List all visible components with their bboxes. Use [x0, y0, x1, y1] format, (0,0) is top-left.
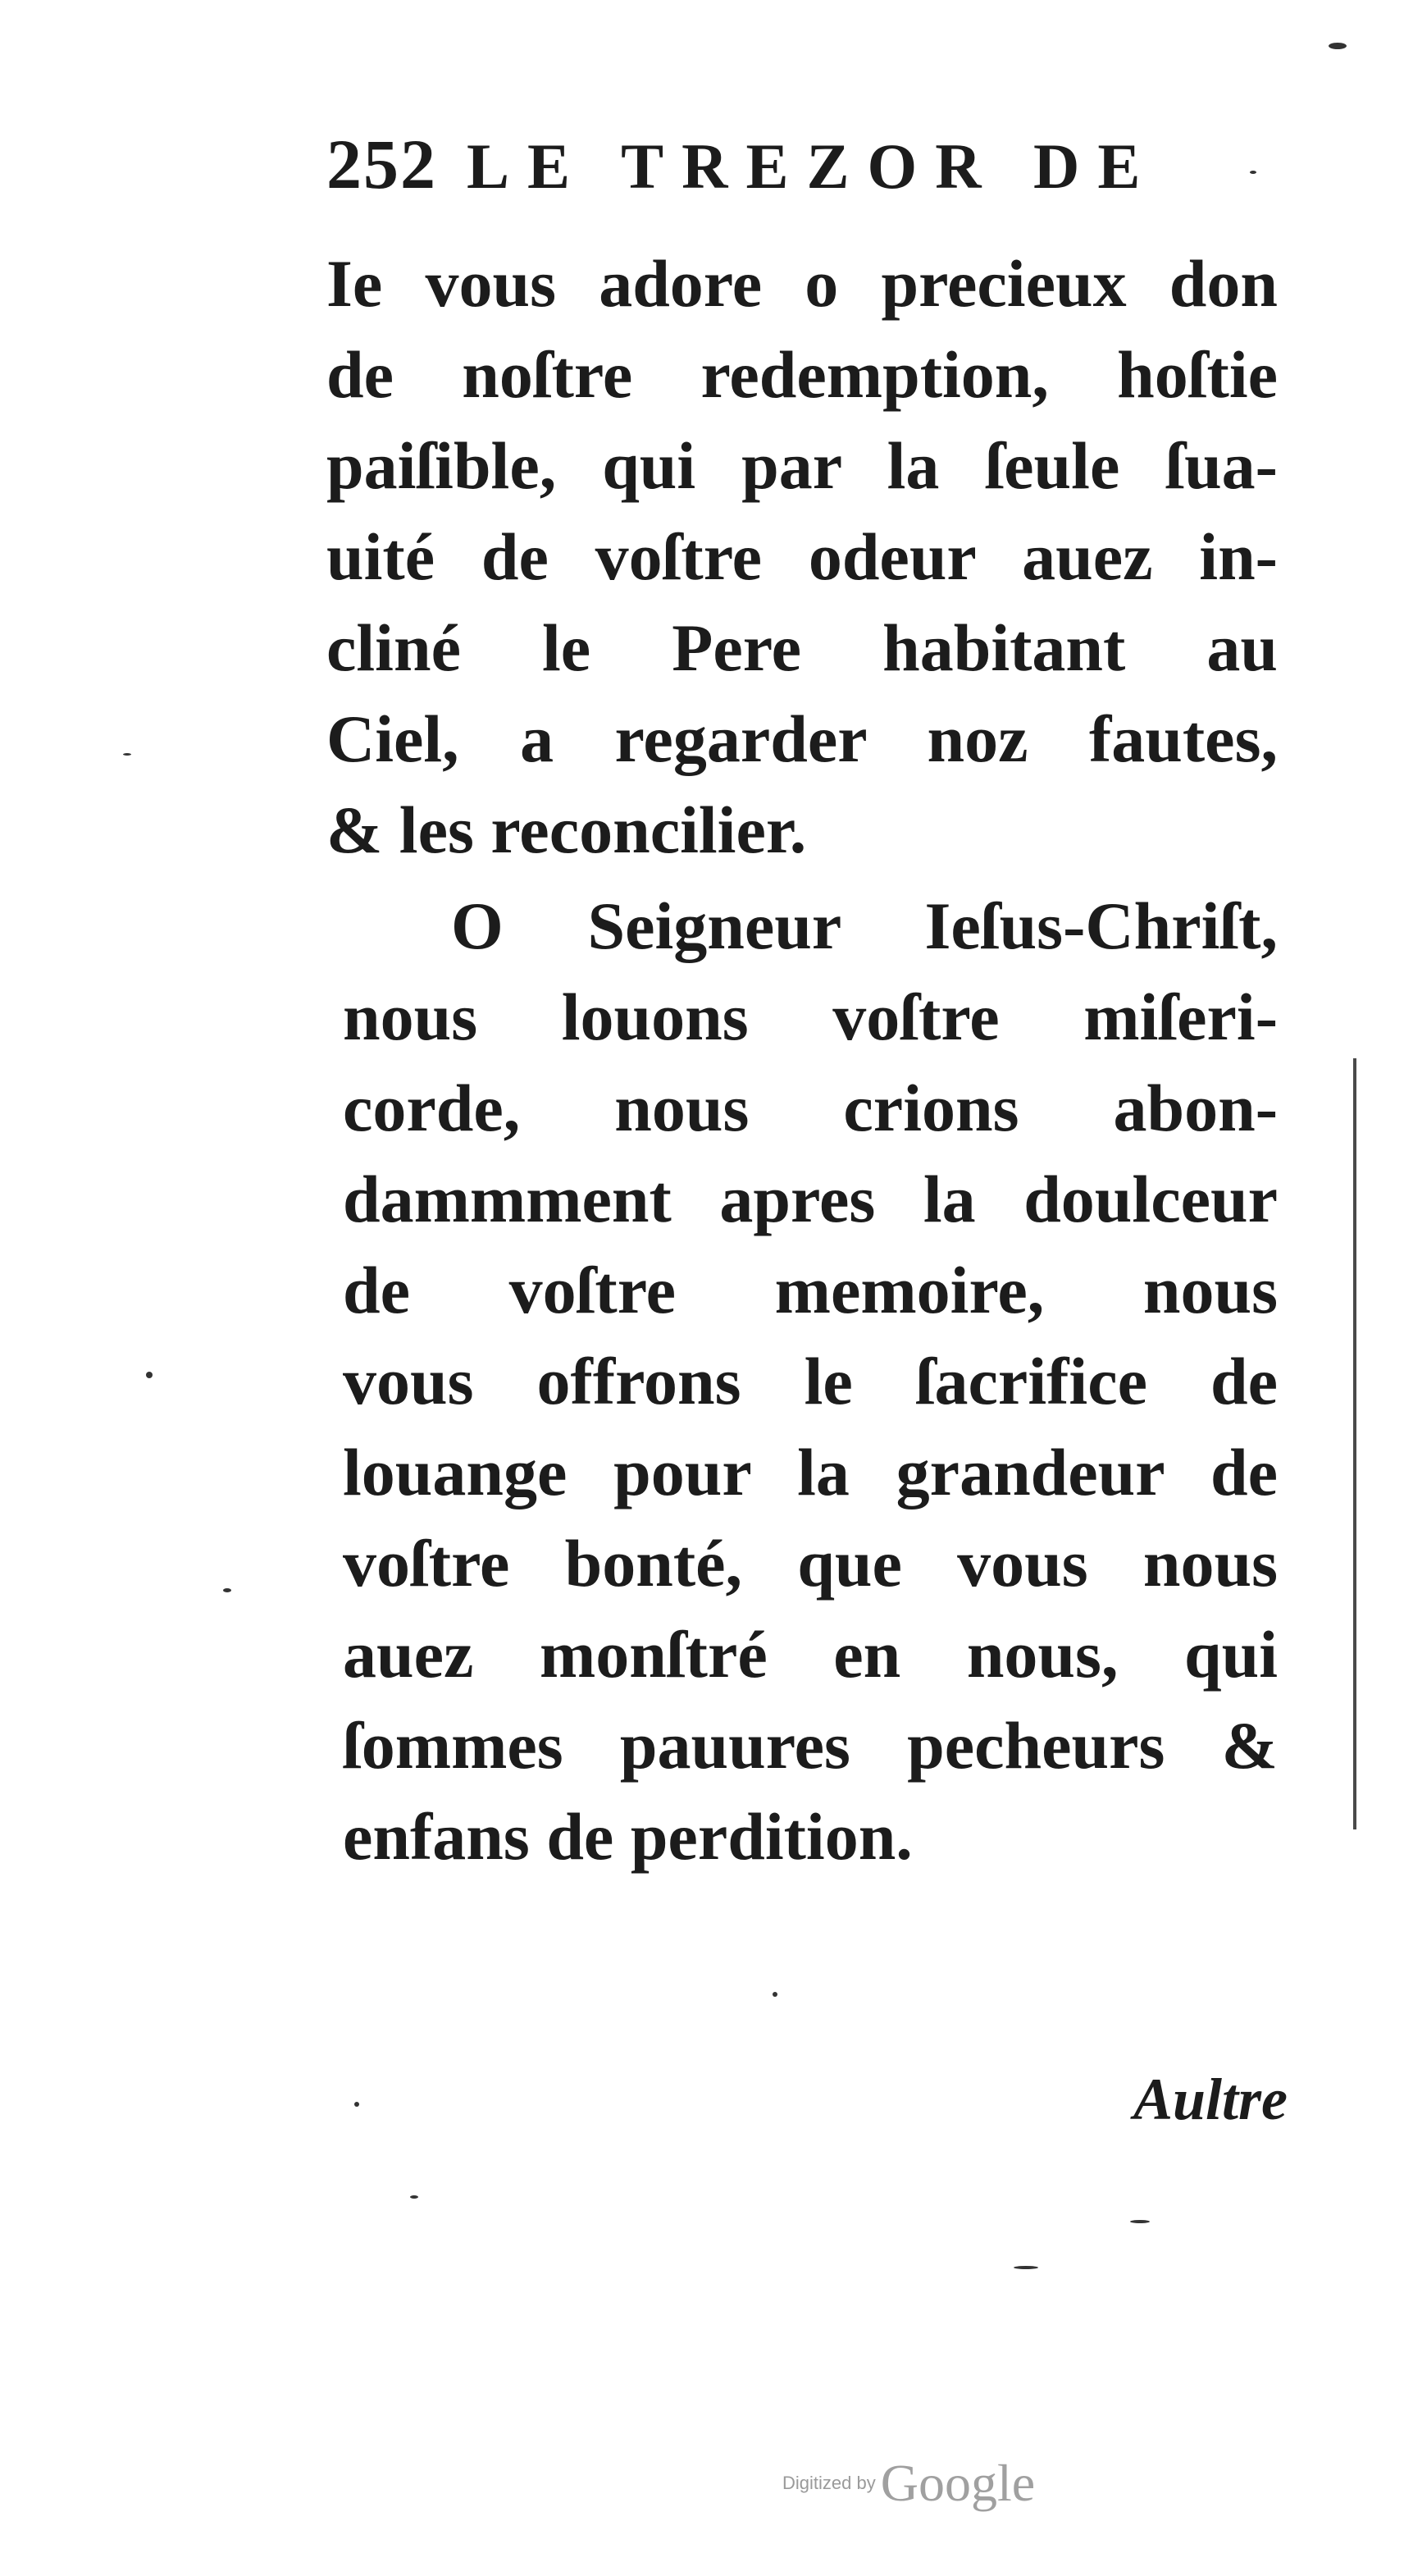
page-edge-shadow	[1353, 1058, 1356, 1829]
ink-speck	[354, 2102, 359, 2107]
digitized-by-label: Digitized by	[782, 2473, 876, 2493]
ink-speck	[773, 1992, 777, 1997]
ink-speck	[1250, 171, 1256, 174]
digitization-watermark	[782, 2453, 1035, 2514]
text-line: de voſtre memoire, nous	[343, 1253, 1278, 1327]
catchword: Aultre	[1133, 2067, 1288, 2132]
text-line: de noſtre redemption, hoſtie	[326, 337, 1278, 412]
text-line: dammment apres la doulceur	[343, 1162, 1278, 1236]
text-line: enfans de perdition.	[343, 1799, 913, 1874]
text-line: ſommes pauures pecheurs &	[343, 1708, 1278, 1783]
text-line: paiſible, qui par la ſeule ſua-	[326, 428, 1278, 503]
ink-speck	[1329, 43, 1347, 49]
page-number: 252	[326, 125, 437, 203]
ink-speck	[1130, 2220, 1150, 2223]
google-logo: Google	[880, 2454, 1036, 2512]
text-line: cliné le Pere habitant au	[326, 610, 1278, 685]
ink-speck	[223, 1588, 231, 1592]
text-line: & les reconcilier.	[326, 792, 807, 867]
running-head: LE TREZOR DE	[467, 130, 1159, 202]
text-line: uité de voſtre odeur auez in-	[326, 519, 1278, 594]
paragraph-1	[326, 238, 1278, 875]
ink-speck	[123, 753, 131, 756]
page-header	[326, 123, 1278, 213]
text-line: Ciel, a regarder noz fautes,	[326, 701, 1278, 776]
ink-speck	[1014, 2266, 1038, 2269]
text-line: corde, nous crions abon-	[343, 1071, 1278, 1145]
ink-speck	[146, 1372, 153, 1378]
text-line: O Seigneur Ieſus-Chriſt,	[451, 888, 1278, 963]
text-line: Ie vous adore o precieux don	[326, 246, 1278, 321]
paragraph-2	[343, 880, 1278, 1882]
ink-speck	[410, 2195, 418, 2199]
text-line: louange pour la grandeur de	[343, 1435, 1278, 1510]
text-line: vous offrons le ſacrifice de	[343, 1344, 1278, 1418]
text-line: nous louons voſtre miſeri-	[343, 980, 1278, 1054]
text-line: auez monſtré en nous, qui	[343, 1617, 1278, 1692]
text-line: voſtre bonté, que vous nous	[343, 1526, 1278, 1601]
